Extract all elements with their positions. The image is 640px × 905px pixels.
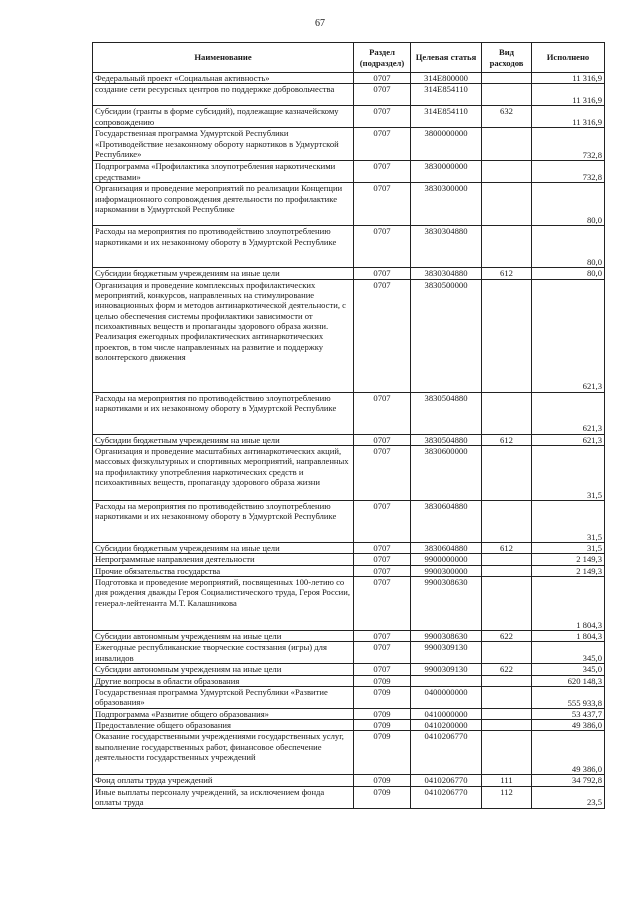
row-kind bbox=[482, 686, 532, 708]
row-section: 0707 bbox=[354, 630, 411, 641]
row-kind bbox=[482, 675, 532, 686]
table-row bbox=[93, 161, 605, 183]
row-section: 0707 bbox=[354, 226, 411, 268]
row-name: Государственная программа Удмуртской Республики «Развитие образования» bbox=[93, 686, 354, 708]
row-amount: 2 149,3 bbox=[532, 554, 605, 565]
row-kind: 612 bbox=[482, 268, 532, 279]
row-target: 9900309130 bbox=[411, 664, 482, 675]
row-amount: 49 386,0 bbox=[532, 731, 605, 775]
row-name: Оказание государственными учреждениями государственных услуг, выполнение государственных работ, финансовое обеспечение деятельности государственных учреждений bbox=[93, 731, 354, 775]
row-name: Подпрограмма «Развитие общего образования» bbox=[93, 708, 354, 719]
row-section: 0707 bbox=[354, 576, 411, 630]
row-target: 0400000000 bbox=[411, 686, 482, 708]
table-row bbox=[93, 720, 605, 731]
row-target: 0410206770 bbox=[411, 775, 482, 786]
row-section: 0709 bbox=[354, 686, 411, 708]
row-amount: 1 804,3 bbox=[532, 630, 605, 641]
budget-table-container bbox=[92, 42, 604, 809]
row-name: Субсидии бюджетным учреждениям на иные цели bbox=[93, 268, 354, 279]
row-name: Организация и проведение масштабных антинаркотических акций, массовых физкультурных и спортивных мероприятий, направленных на профилактику употребления наркотических средств и психоактивных веществ, пропаганду здорового образа жизни bbox=[93, 445, 354, 500]
table-row bbox=[93, 183, 605, 226]
row-target: 9900000000 bbox=[411, 554, 482, 565]
row-amount: 80,0 bbox=[532, 183, 605, 226]
row-target: 3830300000 bbox=[411, 183, 482, 226]
row-target: 3830604880 bbox=[411, 500, 482, 542]
row-target: 3800000000 bbox=[411, 128, 482, 161]
row-target: 3830504880 bbox=[411, 392, 482, 434]
row-section: 0709 bbox=[354, 786, 411, 808]
row-kind bbox=[482, 226, 532, 268]
table-row bbox=[93, 708, 605, 719]
table-row bbox=[93, 226, 605, 268]
row-name: создание сети ресурсных центров по поддержке добровольчества bbox=[93, 84, 354, 106]
row-amount: 732,8 bbox=[532, 128, 605, 161]
row-name: Субсидии автономным учреждениям на иные цели bbox=[93, 664, 354, 675]
row-section: 0707 bbox=[354, 392, 411, 434]
header-amount: Исполнено bbox=[532, 43, 605, 73]
row-target: 3830500000 bbox=[411, 279, 482, 392]
row-kind: 632 bbox=[482, 106, 532, 128]
row-kind: 112 bbox=[482, 786, 532, 808]
row-amount: 732,8 bbox=[532, 161, 605, 183]
row-section: 0707 bbox=[354, 106, 411, 128]
row-section: 0707 bbox=[354, 183, 411, 226]
row-kind bbox=[482, 161, 532, 183]
row-target: 0410206770 bbox=[411, 731, 482, 775]
row-target: 3830304880 bbox=[411, 226, 482, 268]
row-kind bbox=[482, 279, 532, 392]
row-target: 0410200000 bbox=[411, 720, 482, 731]
row-amount: 31,5 bbox=[532, 500, 605, 542]
row-target: 9900308630 bbox=[411, 576, 482, 630]
table-row bbox=[93, 775, 605, 786]
row-name: Субсидии бюджетным учреждениям на иные цели bbox=[93, 434, 354, 445]
row-name: Подготовка и проведение мероприятий, посвященных 100-летию со дня рождения дважды Героя Социалистического труда, Героя России, генерал-лейтенанта М.Т. Калашникова bbox=[93, 576, 354, 630]
row-amount: 621,3 bbox=[532, 434, 605, 445]
row-kind bbox=[482, 708, 532, 719]
row-amount: 80,0 bbox=[532, 268, 605, 279]
page-number: 67 bbox=[315, 18, 325, 29]
row-name: Организация и проведение мероприятий по реализации Концепции информационного сопровождения деятельности по профилактике наркомании в Удмуртской Республике bbox=[93, 183, 354, 226]
row-kind: 612 bbox=[482, 434, 532, 445]
row-name: Предоставление общего образования bbox=[93, 720, 354, 731]
row-amount: 31,5 bbox=[532, 542, 605, 553]
table-row bbox=[93, 630, 605, 641]
row-kind bbox=[482, 128, 532, 161]
row-target: 3830600000 bbox=[411, 445, 482, 500]
table-row bbox=[93, 84, 605, 106]
row-kind: 111 bbox=[482, 775, 532, 786]
row-kind bbox=[482, 500, 532, 542]
row-name: Подпрограмма «Профилактика злоупотребления наркотическими средствами» bbox=[93, 161, 354, 183]
table-row bbox=[93, 392, 605, 434]
row-kind bbox=[482, 445, 532, 500]
table-row bbox=[93, 434, 605, 445]
row-target bbox=[411, 675, 482, 686]
row-name: Прочие обязательства государства bbox=[93, 565, 354, 576]
row-section: 0707 bbox=[354, 161, 411, 183]
row-amount: 621,3 bbox=[532, 279, 605, 392]
table-row bbox=[93, 675, 605, 686]
row-amount: 11 316,9 bbox=[532, 106, 605, 128]
row-kind bbox=[482, 183, 532, 226]
row-amount: 345,0 bbox=[532, 664, 605, 675]
row-name: Субсидии (гранты в форме субсидий), подлежащие казначейскому сопровождению bbox=[93, 106, 354, 128]
row-target: 3830604880 bbox=[411, 542, 482, 553]
row-kind bbox=[482, 84, 532, 106]
row-amount: 53 437,7 bbox=[532, 708, 605, 719]
row-name: Федеральный проект «Социальная активность» bbox=[93, 73, 354, 84]
row-section: 0709 bbox=[354, 775, 411, 786]
table-row bbox=[93, 445, 605, 500]
row-section: 0707 bbox=[354, 565, 411, 576]
table-row bbox=[93, 500, 605, 542]
row-section: 0707 bbox=[354, 500, 411, 542]
row-section: 0709 bbox=[354, 708, 411, 719]
table-row bbox=[93, 786, 605, 808]
row-amount: 620 148,3 bbox=[532, 675, 605, 686]
row-target: 3830000000 bbox=[411, 161, 482, 183]
row-amount: 2 149,3 bbox=[532, 565, 605, 576]
table-row bbox=[93, 576, 605, 630]
header-section: Раздел (подраздел) bbox=[354, 43, 411, 73]
row-section: 0707 bbox=[354, 445, 411, 500]
table-row bbox=[93, 664, 605, 675]
table-row bbox=[93, 554, 605, 565]
header-name: Наименование bbox=[93, 43, 354, 73]
row-target: 0410000000 bbox=[411, 708, 482, 719]
table-row bbox=[93, 542, 605, 553]
budget-table bbox=[92, 42, 605, 809]
row-target: 314E800000 bbox=[411, 73, 482, 84]
row-section: 0707 bbox=[354, 554, 411, 565]
row-amount: 621,3 bbox=[532, 392, 605, 434]
row-section: 0707 bbox=[354, 73, 411, 84]
row-kind: 622 bbox=[482, 630, 532, 641]
table-row bbox=[93, 642, 605, 664]
table-row bbox=[93, 268, 605, 279]
row-amount: 345,0 bbox=[532, 642, 605, 664]
table-row bbox=[93, 279, 605, 392]
row-name: Фонд оплаты труда учреждений bbox=[93, 775, 354, 786]
row-kind bbox=[482, 642, 532, 664]
row-target: 3830504880 bbox=[411, 434, 482, 445]
row-section: 0709 bbox=[354, 720, 411, 731]
row-amount: 555 933,8 bbox=[532, 686, 605, 708]
row-name: Расходы на мероприятия по противодействию злоупотреблению наркотиками и их незаконному обороту в Удмуртской Республике bbox=[93, 500, 354, 542]
row-amount: 11 316,9 bbox=[532, 84, 605, 106]
row-name: Расходы на мероприятия по противодействию злоупотреблению наркотиками и их незаконному обороту в Удмуртской Республике bbox=[93, 392, 354, 434]
row-amount: 1 804,3 bbox=[532, 576, 605, 630]
row-amount: 31,5 bbox=[532, 445, 605, 500]
header-kind: Вид расходов bbox=[482, 43, 532, 73]
row-amount: 34 792,8 bbox=[532, 775, 605, 786]
row-name: Расходы на мероприятия по противодействию злоупотреблению наркотиками и их незаконному обороту в Удмуртской Республике bbox=[93, 226, 354, 268]
table-row bbox=[93, 106, 605, 128]
table-body bbox=[93, 73, 605, 809]
row-section: 0707 bbox=[354, 279, 411, 392]
row-name: Непрограммные направления деятельности bbox=[93, 554, 354, 565]
table-row bbox=[93, 686, 605, 708]
row-name: Субсидии автономным учреждениям на иные цели bbox=[93, 630, 354, 641]
table-row bbox=[93, 73, 605, 84]
row-target: 314E854110 bbox=[411, 84, 482, 106]
row-kind bbox=[482, 565, 532, 576]
row-target: 0410206770 bbox=[411, 786, 482, 808]
row-name: Другие вопросы в области образования bbox=[93, 675, 354, 686]
row-kind bbox=[482, 554, 532, 565]
row-section: 0709 bbox=[354, 731, 411, 775]
row-target: 314E854110 bbox=[411, 106, 482, 128]
row-kind bbox=[482, 576, 532, 630]
row-target: 3830304880 bbox=[411, 268, 482, 279]
row-section: 0707 bbox=[354, 664, 411, 675]
row-name: Государственная программа Удмуртской Республики «Противодействие незаконному обороту наркотиков в Удмуртской Республике» bbox=[93, 128, 354, 161]
row-target: 9900309130 bbox=[411, 642, 482, 664]
row-kind: 612 bbox=[482, 542, 532, 553]
row-section: 0707 bbox=[354, 268, 411, 279]
row-amount: 23,5 bbox=[532, 786, 605, 808]
row-section: 0707 bbox=[354, 542, 411, 553]
row-name: Иные выплаты персоналу учреждений, за исключением фонда оплаты труда bbox=[93, 786, 354, 808]
table-header-row bbox=[93, 43, 605, 73]
row-kind: 622 bbox=[482, 664, 532, 675]
table-row bbox=[93, 128, 605, 161]
row-amount: 49 386,0 bbox=[532, 720, 605, 731]
row-kind bbox=[482, 731, 532, 775]
row-section: 0707 bbox=[354, 84, 411, 106]
row-kind bbox=[482, 720, 532, 731]
row-section: 0707 bbox=[354, 642, 411, 664]
row-amount: 80,0 bbox=[532, 226, 605, 268]
row-name: Организация и проведение комплексных профилактических мероприятий, конкурсов, направленных на стимулирование инновационных форм и методов антинаркотической деятельности, с целью обеспечения системы профилактики зависимости от психоактивных веществ и пропаганды здорового образа жизни. Реализация ежегодных профилактических антинаркотических проектов, в том числе направленных на развитие и поддержку волонтерского движения bbox=[93, 279, 354, 392]
row-target: 9900308630 bbox=[411, 630, 482, 641]
row-section: 0707 bbox=[354, 128, 411, 161]
row-name: Ежегодные республиканские творческие состязания (игры) для инвалидов bbox=[93, 642, 354, 664]
row-section: 0709 bbox=[354, 675, 411, 686]
row-amount: 11 316,9 bbox=[532, 73, 605, 84]
row-kind bbox=[482, 73, 532, 84]
table-row bbox=[93, 565, 605, 576]
header-target: Целевая статья bbox=[411, 43, 482, 73]
table-row bbox=[93, 731, 605, 775]
row-section: 0707 bbox=[354, 434, 411, 445]
row-name: Субсидии бюджетным учреждениям на иные цели bbox=[93, 542, 354, 553]
row-kind bbox=[482, 392, 532, 434]
row-target: 9900300000 bbox=[411, 565, 482, 576]
